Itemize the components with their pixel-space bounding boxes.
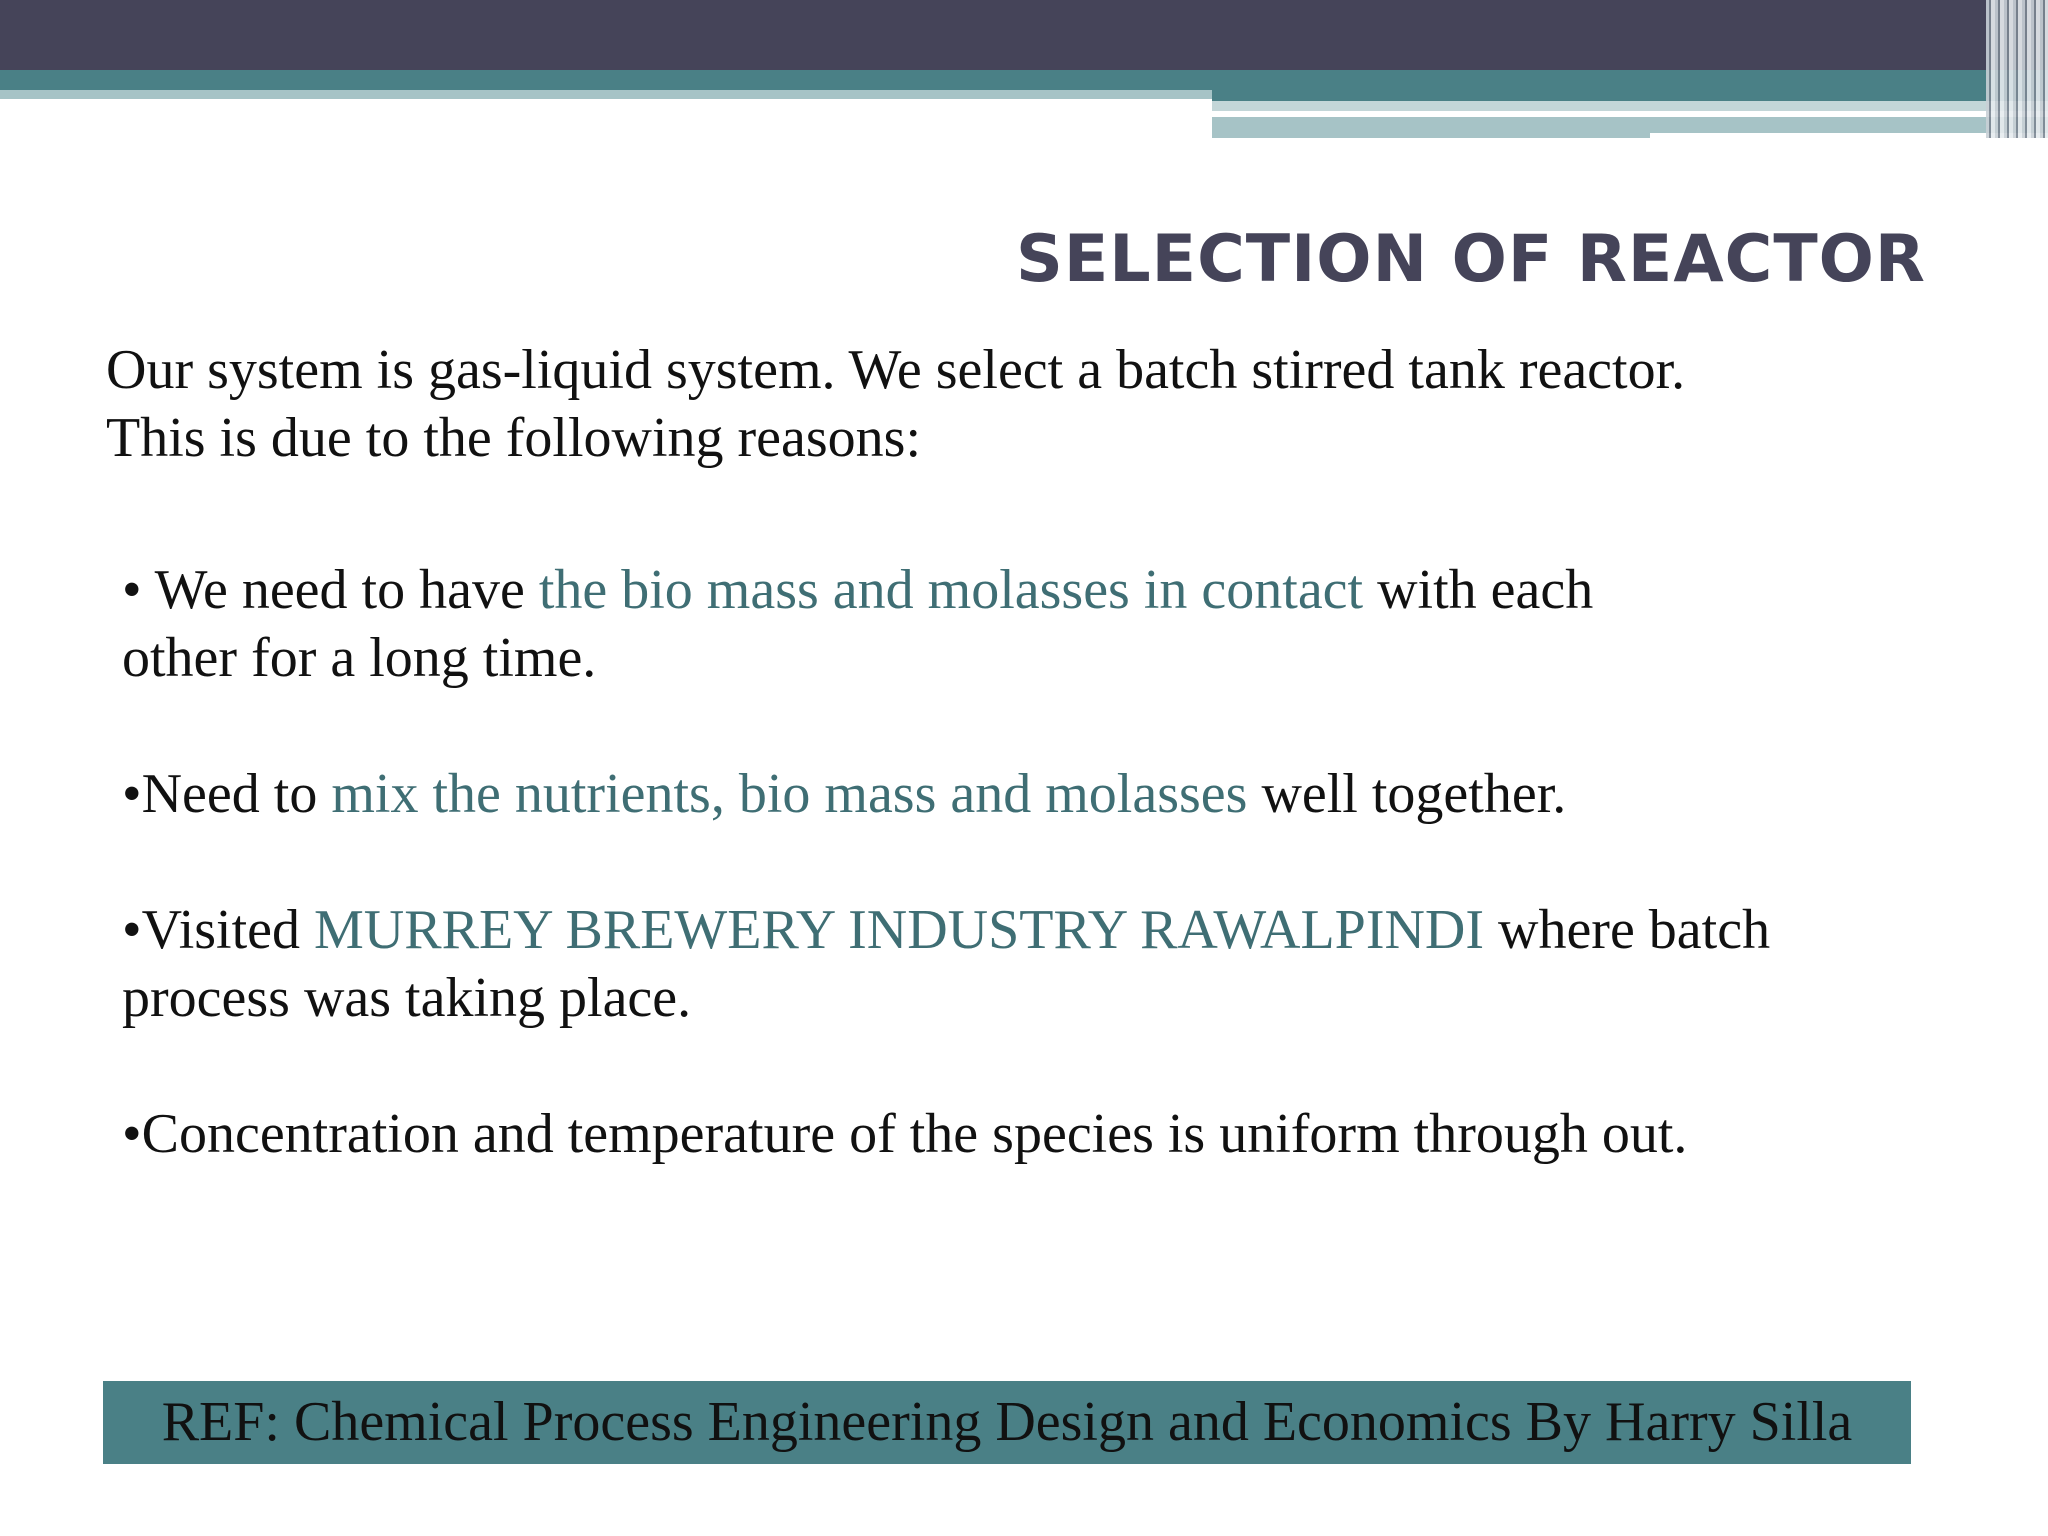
header-bar	[0, 0, 2048, 70]
reason-text-continued: process was taking place.	[122, 967, 692, 1029]
reason-text: Visited	[141, 899, 315, 961]
reason-highlight: MURREY BREWERY INDUSTRY RAWALPINDI	[314, 899, 1484, 961]
bullet: •	[122, 763, 142, 825]
header-stripe-light-left	[0, 90, 1212, 99]
reason-item-visit	[122, 896, 1992, 1032]
intro-line-2: This is due to the following reasons:	[106, 407, 922, 469]
reason-text: We need to have	[154, 559, 539, 621]
reason-item-uniformity	[122, 1100, 1992, 1168]
reference-text: REF: Chemical Process Engineering Design and Economics By Harry Silla	[161, 1391, 1853, 1453]
reasons-list	[122, 556, 1992, 1168]
header-edge-lines	[1986, 0, 2048, 138]
slide-title: SELECTION OF REACTOR	[1016, 222, 1926, 297]
reason-text: Concentration and temperature of the species is uniform through out.	[141, 1103, 1688, 1165]
header-stripe-pale-right	[1212, 117, 1650, 138]
reason-text-continued: other for a long time.	[122, 627, 597, 689]
header-stripe-teal-right	[1212, 70, 2048, 101]
reason-text: well together.	[1247, 763, 1567, 825]
reason-text: where batch	[1484, 899, 1771, 961]
reason-highlight: mix the nutrients, bio mass and molasses	[331, 763, 1248, 825]
intro-line-1: Our system is gas-liquid system. We select a batch stirred tank reactor.	[106, 339, 1686, 401]
reason-item-contact	[122, 556, 1992, 692]
header-stripe-light-right	[1212, 101, 2048, 111]
bullet: •	[122, 559, 155, 621]
reason-highlight: the bio mass and molasses in contact	[538, 559, 1364, 621]
reference-bar	[103, 1381, 1911, 1464]
reason-item-mixing	[122, 760, 1992, 828]
reason-text: Need to	[141, 763, 332, 825]
intro-paragraph	[106, 336, 2006, 472]
bullet: •	[122, 1103, 142, 1165]
bullet: •	[122, 899, 142, 961]
reason-text: with each	[1363, 559, 1594, 621]
header-stripe-teal-left	[0, 70, 1212, 90]
